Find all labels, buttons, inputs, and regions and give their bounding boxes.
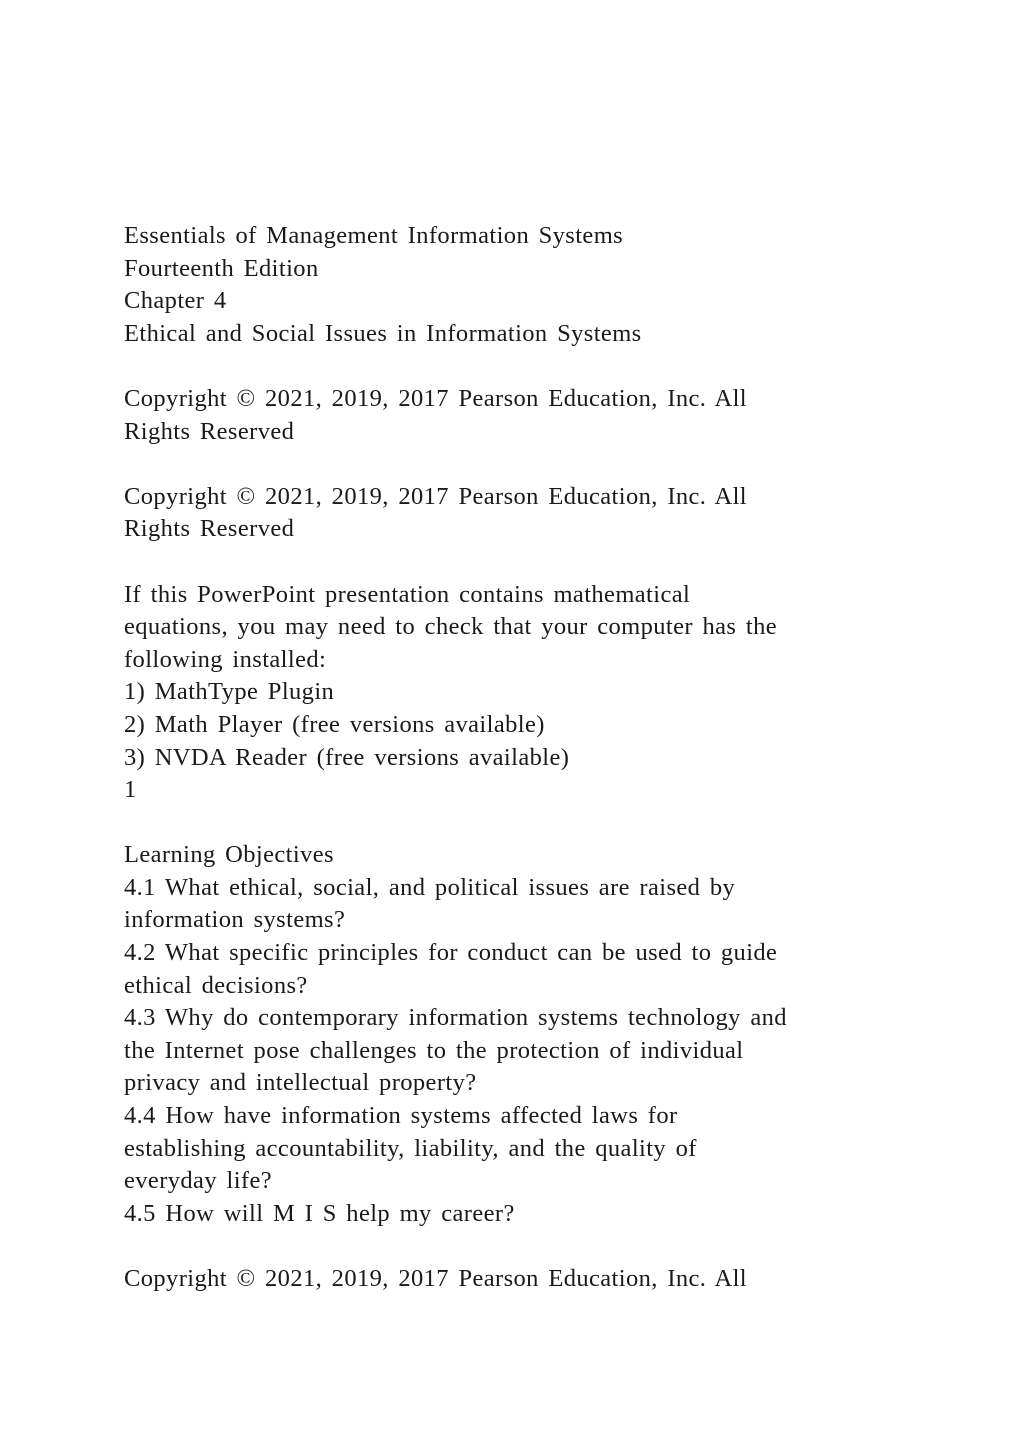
spacer xyxy=(124,350,904,383)
objective-line: privacy and intellectual property? xyxy=(124,1069,477,1097)
objectives-heading: Learning Objectives xyxy=(124,841,334,869)
objective-line: 4.3 Why do contemporary information systems technology and xyxy=(124,1004,787,1032)
spacer xyxy=(124,448,904,481)
notice-list-item: 2) Math Player (free versions available) xyxy=(124,710,545,738)
chapter-number: Chapter 4 xyxy=(124,287,227,315)
copyright-line: Copyright © 2021, 2019, 2017 Pearson Education, Inc. All xyxy=(124,482,748,510)
objective-line: 4.5 How will M I S help my career? xyxy=(124,1199,515,1227)
objective-line: ethical decisions? xyxy=(124,971,308,999)
objective-line: 4.1 What ethical, social, and political issues are raised by xyxy=(124,873,736,901)
copyright-line: Rights Reserved xyxy=(124,417,295,445)
objective-line: everyday life? xyxy=(124,1167,273,1195)
copyright-line: Copyright © 2021, 2019, 2017 Pearson Education, Inc. All xyxy=(124,1265,748,1292)
objective-line: 4.4 How have information systems affected laws for xyxy=(124,1102,678,1130)
notice-line: following installed: xyxy=(124,645,327,673)
objective-line: the Internet pose challenges to the protection of individual xyxy=(124,1036,744,1064)
slide-number: 1 xyxy=(124,776,137,804)
chapter-title: Ethical and Social Issues in Information Systems xyxy=(124,319,642,347)
spacer xyxy=(124,1230,904,1263)
objective-line: information systems? xyxy=(124,906,346,934)
spacer xyxy=(124,546,904,579)
objective-line: establishing accountability, liability, and the quality of xyxy=(124,1134,697,1162)
spacer xyxy=(124,807,904,840)
book-title: Essentials of Management Information Systems xyxy=(124,222,624,249)
notice-list-item: 3) NVDA Reader (free versions available) xyxy=(124,743,570,771)
notice-list-item: 1) MathType Plugin xyxy=(124,678,335,706)
copyright-line: Rights Reserved xyxy=(124,515,295,543)
objective-line: 4.2 What specific principles for conduct can be used to guide xyxy=(124,939,778,967)
notice-line: equations, you may need to check that your computer has the xyxy=(124,613,777,641)
notice-line: If this PowerPoint presentation contains mathematical xyxy=(124,580,691,608)
copyright-line: Copyright © 2021, 2019, 2017 Pearson Education, Inc. All xyxy=(124,384,748,412)
document-body xyxy=(124,220,904,1296)
edition: Fourteenth Edition xyxy=(124,254,319,282)
